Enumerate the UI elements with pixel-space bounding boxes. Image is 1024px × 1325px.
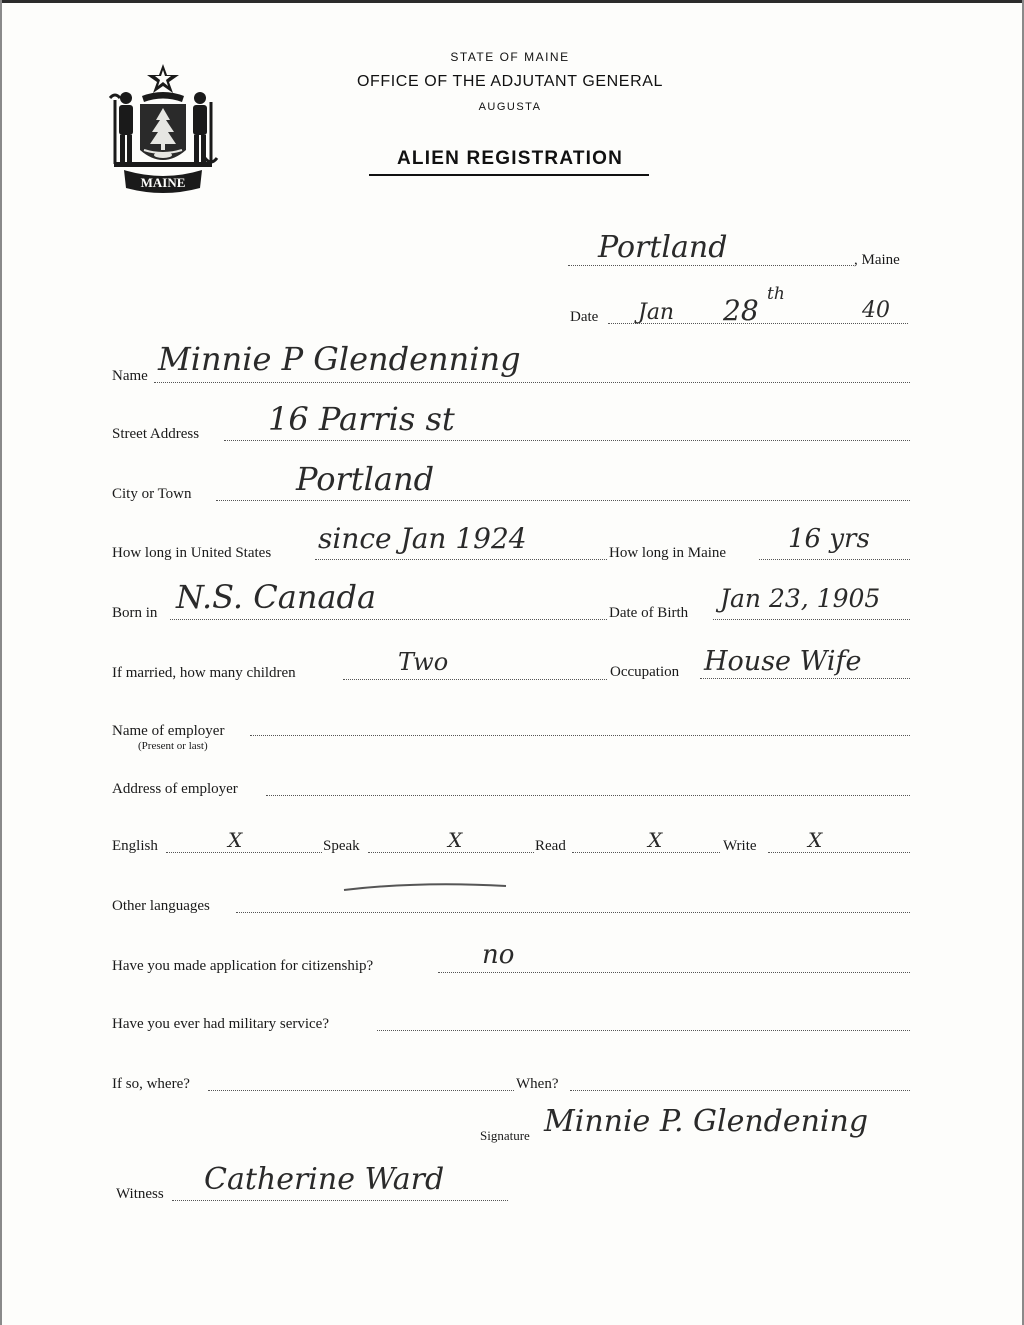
street-address-entry: 16 Parris st — [268, 400, 455, 438]
born-in-entry: N.S. Canada — [176, 578, 377, 616]
title-underline — [369, 174, 649, 176]
state-of-maine-seal-icon — [104, 58, 222, 196]
city-label: City or Town — [112, 486, 192, 502]
when-field-line — [570, 1090, 910, 1091]
seal-scroll-text: MAINE — [140, 175, 186, 190]
signature-entry: Minnie P. Glendening — [544, 1104, 869, 1139]
where-field-line — [208, 1090, 514, 1091]
name-field-line — [154, 382, 910, 383]
speak-entry: X — [448, 828, 463, 852]
citizenship-entry: no — [482, 940, 515, 970]
occupation-field-line — [700, 678, 910, 679]
street-address-field-line — [224, 440, 910, 441]
dob-label: Date of Birth — [609, 605, 689, 621]
name-entry: Minnie P Glendenning — [158, 340, 521, 378]
write-entry: X — [808, 828, 823, 852]
us-duration-entry: since Jan 1924 — [318, 522, 527, 555]
employer-address-field-line — [266, 795, 910, 796]
place-suffix-label: , Maine — [854, 252, 900, 268]
maine-duration-entry: 16 yrs — [788, 524, 870, 554]
place-field-line — [568, 265, 854, 266]
date-day-entry: 28 — [723, 294, 759, 327]
employer-label: Name of employer — [112, 723, 225, 739]
witness-field-line — [172, 1200, 508, 1201]
military-field-line — [377, 1030, 910, 1031]
city-field-line — [216, 500, 910, 501]
date-year-entry: 40 — [862, 298, 890, 323]
read-label: Read — [535, 838, 566, 854]
speak-label: Speak — [323, 838, 360, 854]
english-field-line — [166, 852, 322, 853]
employer-address-label: Address of employer — [112, 781, 238, 797]
maine-duration-label: How long in Maine — [609, 545, 727, 561]
employer-sublabel: (Present or last) — [138, 740, 208, 752]
signature-label: Signature — [480, 1128, 530, 1143]
speak-field-line — [368, 852, 534, 853]
us-duration-field-line — [315, 559, 607, 560]
citizenship-label: Have you made application for citizenship? — [112, 958, 374, 974]
dob-field-line — [713, 619, 910, 620]
date-month-entry: Jan — [638, 300, 675, 325]
english-label: English — [112, 838, 158, 854]
maine-duration-field-line — [759, 559, 910, 560]
other-languages-label: Other languages — [112, 898, 210, 914]
where-label: If so, where? — [112, 1076, 190, 1092]
read-entry: X — [648, 828, 663, 852]
date-suffix-entry: th — [767, 284, 785, 304]
born-in-field-line — [170, 619, 607, 620]
street-address-label: Street Address — [112, 426, 200, 442]
children-label: If married, how many children — [112, 665, 296, 681]
english-entry: X — [228, 828, 243, 852]
children-entry: Two — [398, 648, 449, 676]
form-title: ALIEN REGISTRATION — [396, 148, 624, 169]
citizenship-field-line — [438, 972, 910, 973]
write-label: Write — [723, 838, 757, 854]
date-label: Date — [570, 309, 599, 325]
scan-top-edge — [0, 0, 1024, 3]
military-label: Have you ever had military service? — [112, 1016, 329, 1032]
children-field-line — [343, 679, 607, 680]
read-field-line — [572, 852, 720, 853]
occupation-label: Occupation — [610, 664, 680, 680]
witness-entry: Catherine Ward — [204, 1162, 445, 1197]
header-office: OFFICE OF THE ADJUTANT GENERAL — [356, 73, 664, 90]
occupation-entry: House Wife — [704, 646, 862, 677]
born-in-label: Born in — [112, 605, 158, 621]
us-duration-label: How long in United States — [112, 545, 272, 561]
place-entry: Portland — [598, 230, 728, 265]
name-label: Name — [112, 368, 148, 384]
other-languages-pen-stroke — [340, 878, 510, 894]
header-state: STATE OF MAINE — [450, 50, 570, 64]
when-label: When? — [516, 1076, 559, 1092]
write-field-line — [768, 852, 910, 853]
dob-entry: Jan 23, 1905 — [720, 584, 881, 613]
city-entry: Portland — [296, 460, 435, 498]
header-city: AUGUSTA — [478, 101, 542, 113]
employer-field-line — [250, 735, 910, 736]
witness-label: Witness — [116, 1186, 164, 1202]
other-languages-field-line — [236, 912, 910, 913]
scan-left-edge — [0, 0, 2, 1325]
